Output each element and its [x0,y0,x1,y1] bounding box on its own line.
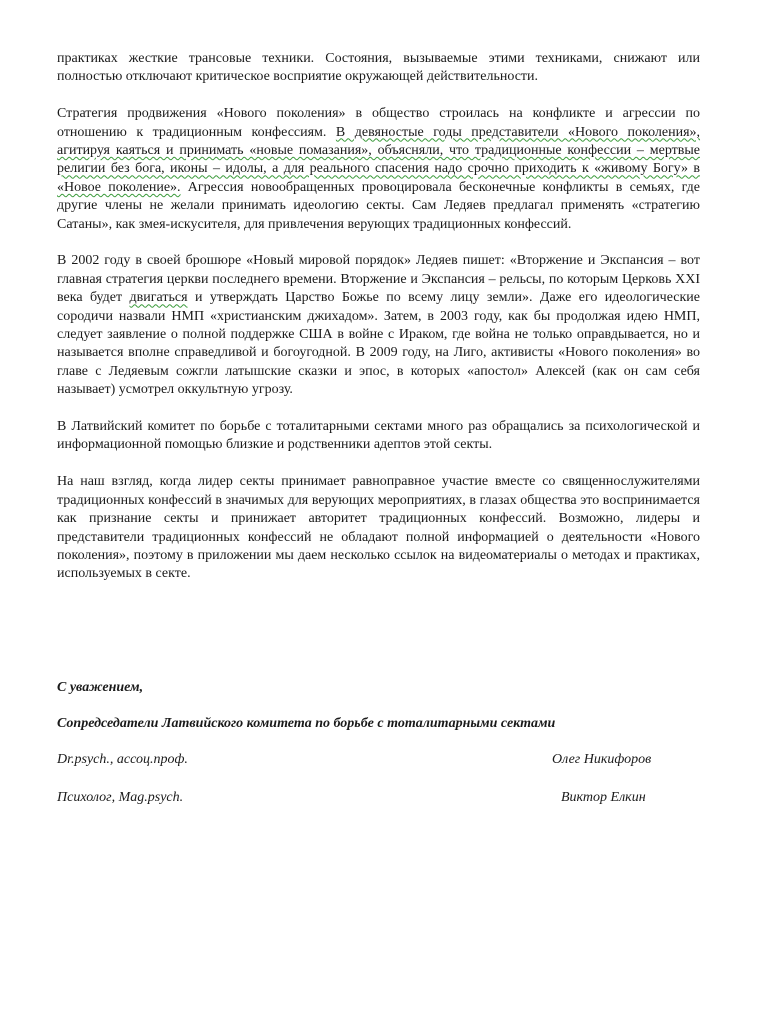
signer-2-credentials: Психолог, Mag.psych. [57,790,184,805]
paragraph-2-text-a: Стратегия продвижения «Нового поколения» в общество строилась на конфликте и агрессии по отношению к традиционным конфессиям. [57,106,700,140]
paragraph-3-grammar-marked: двигаться [129,290,188,306]
paragraph-5-text: На наш взгляд, когда лидер секты принимает равноправное участие вместе со священнослужителями традиционных конфессий в значимых для верующих мероприятиях, в глазах общества это воспринимается как признание секты и принижает авторитет традиционных конфессий. Возможно, лидеры и представители традиционных конфессий не обладают полной информацией о деятельности «Нового поколения», поэтому в приложении мы даем несколько ссылок на видеоматериалы о методах и практиках, используемых в секте. [57,474,700,582]
paragraph-4-text: В Латвийский комитет по борьбе с тоталитарными сектами много раз обращались за психологической и информационной помощью близкие и родственники адептов этой секты. [57,419,700,453]
paragraph-1-text: практиках жесткие трансовые техники. Состояния, вызываемые этими техниками, снижают или полностью отключают критическое восприятие окружающей действительности. [57,51,700,85]
paragraph-1 [57,50,700,87]
signer-1-name: Олег Никифоров [552,752,652,767]
paragraph-3-text-b: и утверждать Царство Божье по всему лицу земли». Даже его идеологические сородичи назвали НМП «христианским джихадом». Затем, в 2003 году, как бы продолжая идею НМП, следует заявление о полной поддержке США в войне с Ираком, где война не только оправдывается, но и называется вполне справедливой и богоугодной. В 2009 году, на Лиго, активисты «Нового поколения» во главе с Ледяевым сожгли латышские сказки и эпос, в которых «апостол» Алексей (как он сам себя называет) усмотрел оккультную угрозу. [57,290,700,398]
paragraph-2-text-b: Агрессия новообращенных провоцировала бесконечные конфликты в семьях, где другие члены не желали принимать идеологию секты. Сам Ледяев предлагал применять «стратегию Сатаны», как змея-искусителя, для привлечения верующих традиционных конфессий. [57,179,700,232]
paragraph-5 [57,473,700,583]
paragraph-2-grammar-marked: В девяностые годы представители «Нового поколения», агитируя каяться и принимать «новые помазания», объясняли, что традиционные конфессии – мертвые религии без бога, иконы – идолы, а для реального спасения надо срочно приходить к «живому Богу» в «Новое поколение». [57,124,701,195]
signer-2-name: Виктор Елкин [561,790,646,805]
closing-title: Сопредседатели Латвийского комитета по борьбе с тоталитарными сектами [57,716,556,731]
closing-regards: С уважением, [57,680,144,695]
paragraph-4 [57,418,700,455]
paragraph-2 [57,105,700,234]
signer-1-credentials: Dr.psych., ассоц.проф. [57,752,188,767]
paragraph-3-text-a: В 2002 году в своей брошюре «Новый мировой порядок» Ледяев пишет: «Вторжение и Экспансия – вот главная стратегия церкви последнего времени. Вторжение и Экспансия – рельсы, по которым Церковь XXI века будет [57,253,700,306]
letter-body [57,50,700,584]
paragraph-3 [57,252,700,399]
